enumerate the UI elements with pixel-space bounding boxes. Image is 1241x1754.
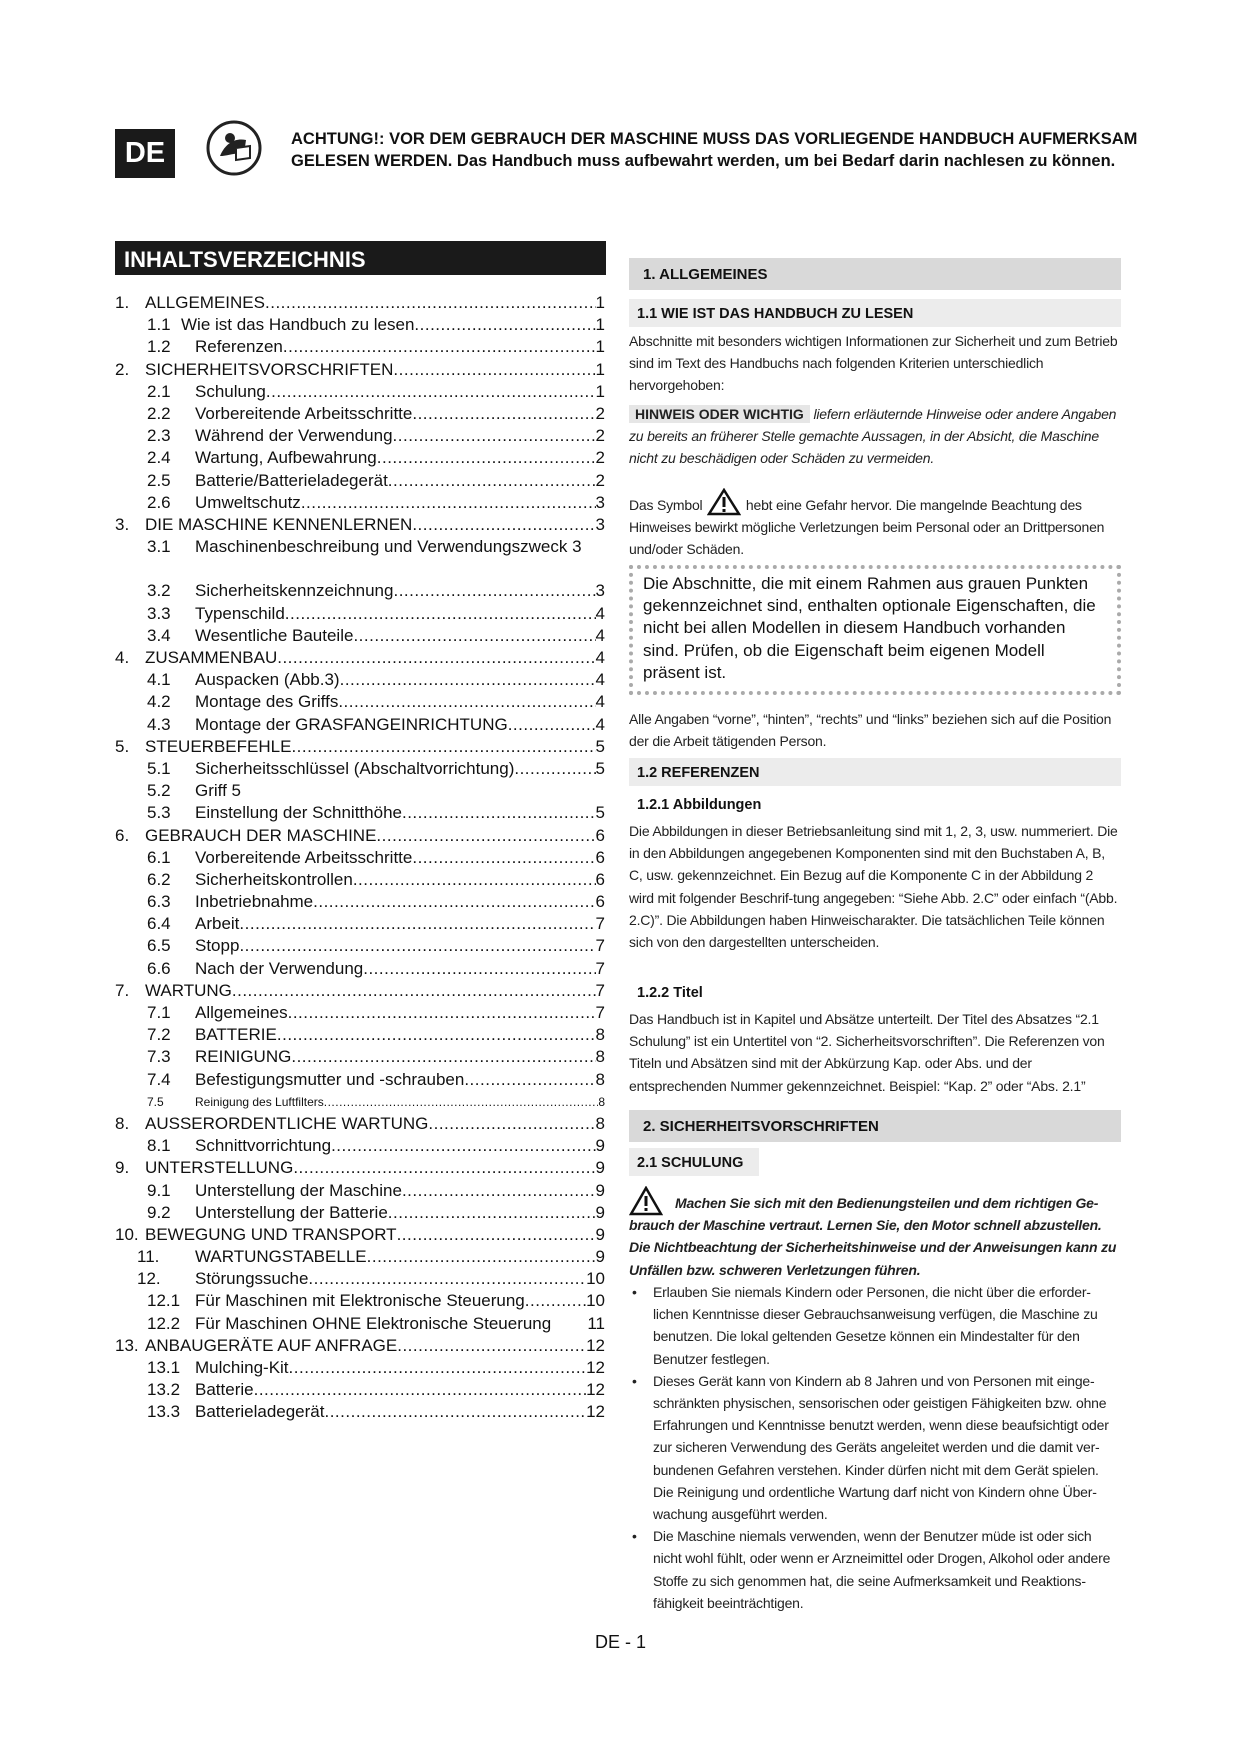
toc-entry[interactable] xyxy=(115,1069,610,1091)
toc-number: 6. xyxy=(115,825,130,845)
toc-number: 12.2 xyxy=(147,1313,181,1333)
toc-page: 9 xyxy=(595,1158,605,1178)
toc-leader xyxy=(464,1069,595,1091)
hinweis-text: liefern erläuternde Hinweise oder andere Angaben zu bereits an früherer Stelle gemachte Aussagen, in der Absicht, die Maschine nicht zu beschädigen oder Schäden zu vermeiden. xyxy=(629,406,1117,467)
toc-title: Batterie/Batterieladegerät xyxy=(195,470,388,490)
toc-title: ZUSAMMENBAU xyxy=(145,648,278,668)
language-badge: DE xyxy=(115,129,175,178)
toc-title: GEBRAUCH DER MASCHINE xyxy=(145,825,377,845)
toc-leader xyxy=(397,1224,596,1246)
toc-entry[interactable] xyxy=(115,1135,610,1157)
toc-title: Wartung, Aufbewahrung xyxy=(195,448,377,468)
hinweis-paragraph xyxy=(629,403,1121,470)
section-heading-1-2-1: 1.2.1 Abbildungen xyxy=(637,797,762,813)
toc-leader xyxy=(412,514,595,536)
toc-leader xyxy=(377,447,596,469)
toc-leader xyxy=(376,825,595,847)
toc-number: 1.2 xyxy=(147,337,171,357)
toc-title: Sicherheitsschlüssel (Abschaltvorrichtung) xyxy=(195,758,515,778)
toc-entry[interactable] xyxy=(115,935,610,957)
toc-number: 4.3 xyxy=(147,714,171,734)
page-number: DE - 1 xyxy=(594,1632,646,1652)
toc-entry[interactable] xyxy=(115,1313,610,1335)
toc-page: 2 xyxy=(595,403,605,423)
toc-entry[interactable] xyxy=(115,1268,610,1290)
toc-number: 6.1 xyxy=(147,847,171,867)
toc-leader xyxy=(514,758,595,780)
toc-number: 6.6 xyxy=(147,958,171,978)
toc-page: 9 xyxy=(595,1202,605,1222)
toc-leader xyxy=(508,714,596,736)
toc-title: Unterstellung der Maschine xyxy=(195,1180,402,1200)
toc-title: Allgemeines xyxy=(195,1003,288,1023)
toc-page: 1 xyxy=(595,315,605,335)
toc-page: 4 xyxy=(595,603,605,623)
toc-page: 7 xyxy=(595,914,605,934)
toc-number: 4. xyxy=(115,648,130,668)
toc-page: 12 xyxy=(586,1335,605,1355)
toc-leader xyxy=(232,980,596,1002)
toc-number: 2.6 xyxy=(147,492,171,512)
toc-page: 1 xyxy=(595,337,605,357)
toc-title: ALLGEMEINES xyxy=(145,293,265,312)
toc-leader xyxy=(402,802,596,824)
toc-leader xyxy=(324,1091,599,1113)
toc-page: 8 xyxy=(595,1069,605,1089)
toc-leader xyxy=(241,780,605,802)
toc-entry[interactable] xyxy=(115,514,610,536)
toc-title: Auspacken (Abb.3) xyxy=(195,670,340,690)
toc-page: 8 xyxy=(598,1094,605,1109)
toc-number: 7.3 xyxy=(147,1047,171,1067)
toc-entry[interactable] xyxy=(115,958,610,980)
toc-page: 3 xyxy=(595,581,605,601)
toc-title: REINIGUNG xyxy=(195,1047,292,1067)
toc-title: STEUERBEFEHLE xyxy=(145,736,292,756)
toc-leader xyxy=(324,1401,586,1423)
toc-number: 6.5 xyxy=(147,936,171,956)
section-heading-1-1: 1.1 WIE IST DAS HANDBUCH ZU LESEN xyxy=(629,299,1121,327)
toc-entry[interactable] xyxy=(115,425,610,447)
toc-page: 6 xyxy=(595,892,605,912)
toc-title: BEWEGUNG UND TRANSPORT xyxy=(145,1224,397,1244)
toc-entry[interactable] xyxy=(115,381,610,403)
toc-number: 6.2 xyxy=(147,869,171,889)
toc-title: Sicherheitskontrollen xyxy=(195,869,353,889)
toc-entry[interactable] xyxy=(115,647,610,669)
toc-entry[interactable] xyxy=(115,292,610,314)
toc-leader xyxy=(353,625,595,647)
toc-number: 9.2 xyxy=(147,1202,171,1222)
toc-title: ANBAUGERÄTE AUF ANFRAGE xyxy=(145,1335,398,1355)
toc-page: 8 xyxy=(595,1113,605,1133)
list-item: • Dieses Gerät kann von Kindern ab 8 Jahren und von Personen mit einge-schränkten physischen, sensorischen oder geistigen Fähigkeiten bzw. ohne Erfahrungen und Kenntnisse benutzt werden, wenn diese beaufsichtigt oder zur sicheren Verwendung des Geräts angeleitet werden und die damit ver-bundenen Gefahren verstehen. Kinder dürfen nicht mit dem Gerät spielen. Die Reinigung und ordentliche Wartung darf nicht von Kindern ohne Über-wachung ausgeführt werden. xyxy=(632,1372,1109,1523)
toc-number: 7.2 xyxy=(147,1025,171,1045)
toc-title: Stopp xyxy=(195,936,240,956)
toc-entry[interactable] xyxy=(115,580,610,602)
toc-leader xyxy=(301,492,596,514)
toc-page: 7 xyxy=(595,936,605,956)
toc-title: Vorbereitende Arbeitsschritte xyxy=(195,403,413,423)
toc-leader xyxy=(393,425,596,447)
toc-leader xyxy=(285,603,596,625)
toc-page: 10 xyxy=(586,1291,605,1311)
intro-paragraph: Abschnitte mit besonders wichtigen Informationen zur Sicherheit und zum Betrieb sind im Text des Handbuchs nach folgenden Kriterien unterschiedlich hervorgehoben: xyxy=(629,333,1118,394)
toc-number: 2.5 xyxy=(147,470,171,490)
toc-leader xyxy=(393,359,595,381)
warning-triangle-icon xyxy=(707,488,741,516)
abbildungen-paragraph: Die Abbildungen in dieser Betriebsanleitung sind mit 1, 2, 3, usw. nummeriert. Die in den Abbildungen angegebenen Komponenten sind mit den Buchstaben A, B, C, usw. gekennzeichnet. Ein Bezug auf die Komponente C in der Abbildung 2 wird mit folgender Beschrif-tung angegeben: “Siehe Abb. 2.C” oder einfach “(Abb. 2.C)”. Die Abbildungen haben Hinweischarakter. Die tatsächlichen Teile können sich von den dargestellten unterscheiden. xyxy=(629,823,1118,951)
toc-number: 5.1 xyxy=(147,758,171,778)
toc-leader xyxy=(551,1313,587,1335)
toc-page: 7 xyxy=(595,1003,605,1023)
toc-leader xyxy=(288,1002,596,1024)
toc-number: 13. xyxy=(115,1335,139,1355)
toc-number: 13.2 xyxy=(147,1380,181,1400)
toc-page: 7 xyxy=(595,958,605,978)
toc-title: Schulung xyxy=(195,381,266,401)
toc-entry[interactable] xyxy=(115,470,610,492)
toc-title: Mulching-Kit xyxy=(195,1358,289,1378)
toc-entry[interactable] xyxy=(115,1290,610,1312)
toc-page: 1 xyxy=(595,381,605,401)
toc-leader xyxy=(289,1357,587,1379)
toc-page: 2 xyxy=(595,470,605,490)
toc-number: 5.2 xyxy=(147,781,171,801)
toc-leader xyxy=(363,958,595,980)
toc-title: WARTUNGSTABELLE xyxy=(195,1247,367,1267)
toc-title: Typenschild xyxy=(195,603,285,623)
toc-page: 9 xyxy=(595,1180,605,1200)
toc-title: Nach der Verwendung xyxy=(195,958,364,978)
symbol-paragraph xyxy=(629,488,1121,561)
toc-title: Reinigung des Luftfilters xyxy=(195,1094,324,1109)
optional-features-text: Die Abschnitte, die mit einem Rahmen aus grauen Punkten gekennzeichnet sind, enthalten optionale Eigenschaften, die nicht bei allen Modellen in diesem Handbuch vorhanden sind. Prüfen, ob die Eigenschaft beim eigenen Modell präsent ist. xyxy=(643,574,1096,682)
toc-title: Sicherheitskennzeichnung xyxy=(195,581,394,601)
toc-entry[interactable] xyxy=(115,336,610,358)
toc-leader xyxy=(277,647,595,669)
toc-entry[interactable] xyxy=(115,1401,610,1423)
toc-title: Inbetriebnahme xyxy=(195,892,314,912)
toc-leader xyxy=(412,403,595,425)
toc-leader xyxy=(393,580,595,602)
toc-title: Schnittvorrichtung xyxy=(195,1136,332,1156)
warning-notice: ACHTUNG!: VOR DEM GEBRAUCH DER MASCHINE MUSS DAS VORLIEGENDE HANDBUCH AUFMERKSAM GELESEN WERDEN. Das Handbuch muss aufbewahrt werden, um bei Bedarf darin nachlesen zu können. xyxy=(291,130,1138,170)
toc-number: 2.3 xyxy=(147,426,171,446)
list-item: • Erlauben Sie niemals Kindern oder Personen, die nicht über die erforder-lichen Kenntnisse dieser Gebrauchsanweisung verfügen, die Maschine zu benutzen. Die lokal geltenden Gesetze können ein Mindestalter für den Benutzer festlegen. xyxy=(632,1284,1098,1367)
toc-leader xyxy=(283,336,596,358)
toc-leader xyxy=(340,669,596,691)
toc-page: 6 xyxy=(595,869,605,889)
toc-leader xyxy=(265,292,596,314)
toc-number: 9. xyxy=(115,1158,130,1178)
toc-number: 7.1 xyxy=(147,1003,171,1023)
toc-number: 7. xyxy=(115,980,130,1000)
section-heading-2-1: 2.1 SCHULUNG xyxy=(629,1148,759,1176)
toc-number: 2.2 xyxy=(147,403,171,423)
toc-leader xyxy=(402,1180,596,1202)
toc-entry[interactable] xyxy=(115,913,610,935)
toc-page: 3 xyxy=(595,514,605,534)
toc-title: Referenzen xyxy=(195,337,283,357)
toc-number: 11. xyxy=(137,1247,160,1267)
toc-title: Einstellung der Schnitthöhe xyxy=(195,803,402,823)
symbol-post: hebt eine Gefahr hervor. Die mangelnde Beachtung des Hinweises bewirkt mögliche Verletzungen beim Personal oder an Drittpersonen und/oder Schäden. xyxy=(629,497,1105,558)
toc-title: BATTERIE xyxy=(195,1025,277,1045)
toc-number: 8. xyxy=(115,1113,130,1133)
toc-entry[interactable] xyxy=(115,1379,610,1401)
toc-entry[interactable] xyxy=(115,669,610,691)
toc-entry[interactable] xyxy=(115,847,610,869)
toc-page: 4 xyxy=(595,670,605,690)
toc-leader xyxy=(239,935,595,957)
position-paragraph: Alle Angaben “vorne”, “hinten”, “rechts” und “links” beziehen sich auf die Position der die Arbeit tätigenden Person. xyxy=(629,711,1112,750)
toc-number: 2.4 xyxy=(147,448,171,468)
toc-leader xyxy=(239,913,595,935)
toc-number: 7.5 xyxy=(147,1094,164,1109)
toc-title: Störungssuche xyxy=(195,1269,309,1289)
toc-title: Vorbereitende Arbeitsschritte xyxy=(195,847,413,867)
toc-leader xyxy=(266,381,596,403)
toc-leader xyxy=(313,891,595,913)
toc-title: Wesentliche Bauteile xyxy=(195,625,354,645)
toc-entry[interactable] xyxy=(115,714,610,736)
toc-title: Griff 5 xyxy=(195,781,241,801)
toc-number: 4.2 xyxy=(147,692,171,712)
toc-title: Unterstellung der Batterie xyxy=(195,1202,388,1222)
toc-page: 1 xyxy=(595,359,605,379)
toc-number: 12. xyxy=(137,1269,161,1289)
toc-entry[interactable] xyxy=(115,1246,610,1268)
toc-entry[interactable] xyxy=(115,1113,610,1135)
toc-number: 8.1 xyxy=(147,1136,171,1156)
toc-number: 9.1 xyxy=(147,1180,171,1200)
toc-page: 5 xyxy=(595,803,605,823)
toc-number: 13.1 xyxy=(147,1358,181,1378)
toc-entry[interactable] xyxy=(115,1002,610,1024)
toc-title: Arbeit xyxy=(195,914,240,934)
toc-page: 4 xyxy=(595,648,605,668)
toc-page: 4 xyxy=(595,625,605,645)
toc-title: SICHERHEITSVORSCHRIFTEN xyxy=(145,359,394,379)
toc-title: Montage der GRASFANGEINRICHTUNG xyxy=(195,714,508,734)
toc-leader xyxy=(353,869,596,891)
toc-leader xyxy=(367,1246,596,1268)
toc-number: 2.1 xyxy=(147,381,171,401)
toc-page: 11 xyxy=(587,1313,605,1333)
toc-entry[interactable] xyxy=(115,359,610,381)
toc-page: 4 xyxy=(595,692,605,712)
toc-number: 12.1 xyxy=(147,1291,181,1311)
toc-entry[interactable] xyxy=(115,980,610,1002)
toc-entry[interactable] xyxy=(115,1180,610,1202)
toc-leader xyxy=(525,1290,586,1312)
toc-entry[interactable] xyxy=(115,1024,610,1046)
toc-number: 7.4 xyxy=(147,1069,171,1089)
toc-title: AUSSERORDENTLICHE WARTUNG xyxy=(145,1113,429,1133)
toc-number: 6.3 xyxy=(147,892,171,912)
toc-page: 4 xyxy=(595,714,605,734)
toc-page: 12 xyxy=(586,1402,605,1422)
titel-paragraph: Das Handbuch ist in Kapitel und Absätze unterteilt. Der Titel des Absatzes “2.1 Schulung” ist ein Untertitel von “2. Sicherheitsvorschriften”. Die Referenzen von Titeln und Absätzen sind mit der Abkürzung Kap. oder Abs. und der entsprechenden Nummer gekennzeichnet. Beispiel: “Kap. 2” oder “Abs. 2.1” xyxy=(629,1011,1105,1094)
read-manual-icon xyxy=(206,120,262,176)
toc-page: 9 xyxy=(595,1136,605,1156)
toc-title: Umweltschutz xyxy=(195,492,301,512)
toc-page: 8 xyxy=(595,1047,605,1067)
toc-leader xyxy=(293,1157,595,1179)
toc-leader xyxy=(388,1202,596,1224)
list-item: • Die Maschine niemals verwenden, wenn der Benutzer müde ist oder sich nicht wohl fühlt, oder wenn er Arzneimittel oder Drogen, Alkohol oder andere Stoffe zu sich genommen hat, die seine Aufmerksamkeit und Reaktions-fähigkeit beeinträchtigen. xyxy=(632,1528,1111,1611)
toc-title: Während der Verwendung xyxy=(195,426,393,446)
toc-number: 4.1 xyxy=(147,670,171,690)
toc-title: Für Maschinen OHNE Elektronische Steuerung xyxy=(195,1313,552,1333)
table-of-contents xyxy=(115,292,610,1424)
toc-entry[interactable] xyxy=(115,869,610,891)
toc-number: 3. xyxy=(115,514,130,534)
toc-entry[interactable] xyxy=(115,603,610,625)
toc-page: 2 xyxy=(595,448,605,468)
toc-page: 2 xyxy=(595,426,605,446)
toc-leader xyxy=(331,1135,595,1157)
toc-entry[interactable] xyxy=(115,1046,610,1068)
toc-page: 8 xyxy=(595,1025,605,1045)
toc-entry[interactable] xyxy=(115,1335,610,1357)
toc-title: Montage des Griffs xyxy=(195,692,339,712)
toc-number: 6.4 xyxy=(147,914,171,934)
section-heading-1-2: 1.2 REFERENZEN xyxy=(629,758,1121,786)
toc-entry[interactable] xyxy=(115,492,610,514)
toc-entry[interactable] xyxy=(115,1202,610,1224)
toc-page: 3 xyxy=(595,492,605,512)
toc-entry[interactable] xyxy=(115,625,610,647)
toc-entry[interactable] xyxy=(115,780,610,802)
toc-title: WARTUNG xyxy=(145,980,232,1000)
toc-leader xyxy=(414,314,595,336)
toc-page: 9 xyxy=(595,1224,605,1244)
section-heading-1: 1. ALLGEMEINES xyxy=(629,258,1121,290)
toc-leader xyxy=(412,847,595,869)
bullet-list xyxy=(629,1281,1121,1614)
toc-page: 10 xyxy=(586,1269,605,1289)
toc-number: 2. xyxy=(115,359,130,379)
toc-entry[interactable] xyxy=(115,1357,610,1379)
toc-entry[interactable] xyxy=(115,314,610,336)
toc-entry[interactable] xyxy=(115,736,610,758)
toc-entry[interactable] xyxy=(115,1157,610,1179)
toc-entry[interactable] xyxy=(115,536,610,580)
toc-title: Für Maschinen mit Elektronische Steuerung xyxy=(195,1291,525,1311)
toc-page: 5 xyxy=(595,758,605,778)
toc-number: 1.1 xyxy=(147,315,171,335)
toc-leader xyxy=(291,1046,595,1068)
toc-number: 3.4 xyxy=(147,625,171,645)
toc-page: 12 xyxy=(586,1358,605,1378)
toc-page: 6 xyxy=(595,847,605,867)
toc-title: Batterie xyxy=(195,1380,254,1400)
toc-title: Wie ist das Handbuch zu lesen xyxy=(181,315,415,335)
toc-page: 9 xyxy=(595,1247,605,1267)
toc-page: 5 xyxy=(595,736,605,756)
toc-number: 5. xyxy=(115,736,130,756)
warning-paragraph: Machen Sie sich mit den Bedienungsteilen und dem richtigen Ge-brauch der Maschine vertraut. Lernen Sie, den Motor schnell abzustellen. Die Nichtbeachtung der Sicherheitshinweise und der Anweisungen kann zu Unfällen bzw. schweren Verletzungen führen. xyxy=(629,1195,1117,1278)
toc-page: 7 xyxy=(595,980,605,1000)
toc-entry[interactable] xyxy=(115,1224,610,1246)
toc-number: 10. xyxy=(115,1224,139,1244)
toc-number: 1. xyxy=(115,293,130,312)
toc-number: 3.2 xyxy=(147,581,171,601)
toc-leader xyxy=(254,1379,586,1401)
symbol-pre: Das Symbol xyxy=(629,497,703,513)
toc-leader xyxy=(397,1335,586,1357)
section-heading-1-2-2: 1.2.2 Titel xyxy=(637,985,703,1001)
toc-entry[interactable] xyxy=(115,447,610,469)
toc-entry[interactable] xyxy=(115,802,610,824)
toc-entry[interactable] xyxy=(115,691,610,713)
toc-entry[interactable] xyxy=(115,1091,610,1113)
toc-leader xyxy=(428,1113,595,1135)
toc-entry[interactable] xyxy=(115,758,610,780)
toc-title: UNTERSTELLUNG xyxy=(145,1158,294,1178)
toc-number: 13.3 xyxy=(147,1402,181,1422)
toc-page: 1 xyxy=(595,293,605,312)
toc-leader xyxy=(308,1268,586,1290)
toc-leader xyxy=(291,736,595,758)
toc-entry[interactable] xyxy=(115,403,610,425)
toc-number: 3.3 xyxy=(147,603,171,623)
toc-title: Batterieladegerät xyxy=(195,1402,325,1422)
toc-number: 5.3 xyxy=(147,803,171,823)
toc-entry[interactable] xyxy=(115,825,610,847)
toc-leader xyxy=(388,470,596,492)
toc-leader xyxy=(277,1024,596,1046)
toc-leader xyxy=(338,691,595,713)
hinweis-label: HINWEIS ODER WICHTIG xyxy=(629,405,810,423)
section-heading-2: 2. SICHERHEITSVORSCHRIFTEN xyxy=(629,1110,1121,1142)
toc-page: 6 xyxy=(595,825,605,845)
toc-heading: INHALTSVERZEICHNIS xyxy=(115,241,606,275)
toc-title: DIE MASCHINE KENNENLERNEN xyxy=(145,514,413,534)
toc-number: 3.1 xyxy=(147,537,171,557)
toc-title: Befestigungsmutter und -schrauben xyxy=(195,1069,465,1089)
toc-page: 12 xyxy=(586,1380,605,1400)
toc-title: Maschinenbeschreibung und Verwendungszweck 3 xyxy=(195,537,582,557)
toc-entry[interactable] xyxy=(115,891,610,913)
